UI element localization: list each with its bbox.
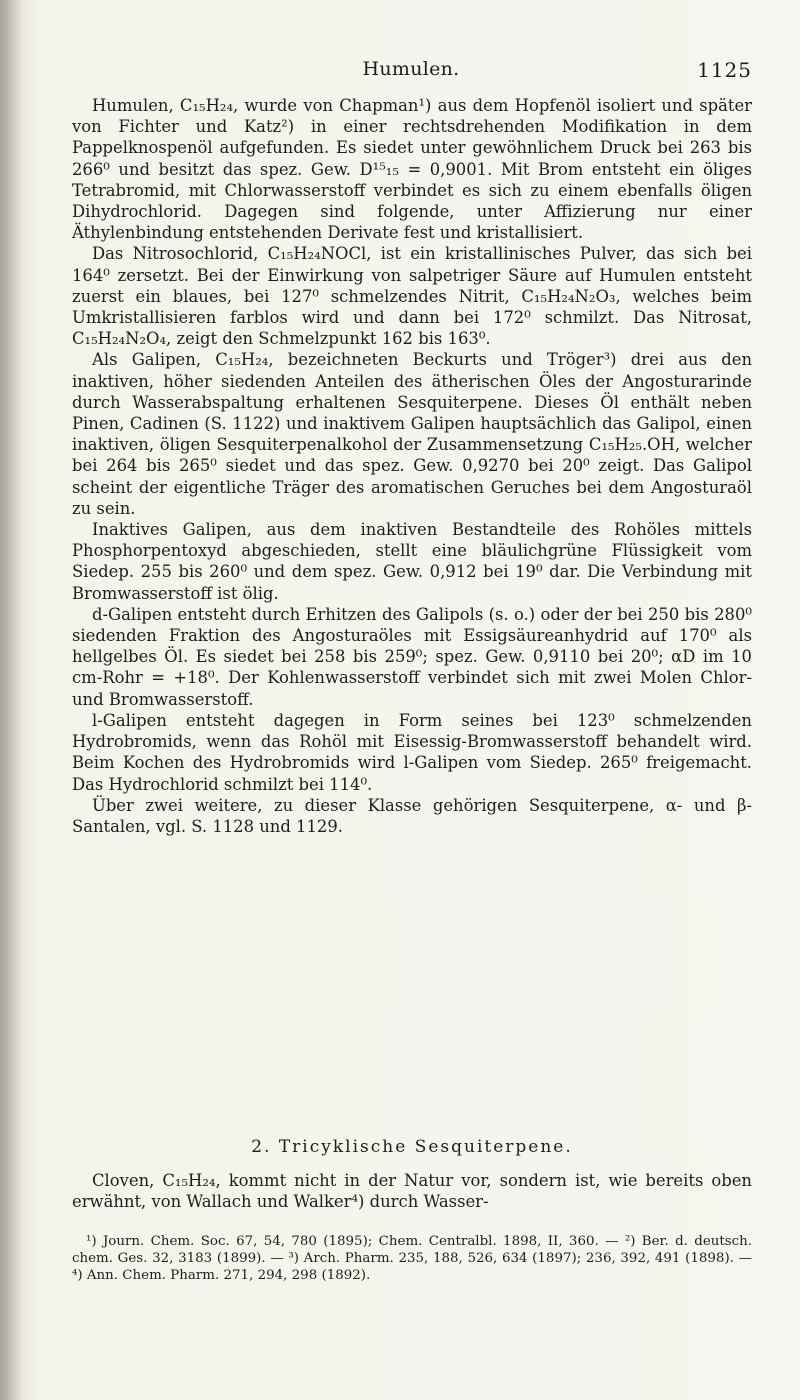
running-title: Humulen. <box>362 58 460 80</box>
paragraph-nitrosochlorid: Das Nitrosochlorid, C₁₅H₂₄NOCl, ist ein kristallinisches Pulver, das sich bei 164⁰ zersetzt. Bei der Einwirkung von salpetriger Säure auf Humulen entsteht zuerst ein blaues, bei 127⁰ schmelzendes Nitrit, C₁₅H₂₄N₂O₃, welches beim Umkristallisieren farblos wird und dann bei 172⁰ schmilzt. Das Nitrosat, C₁₅H₂₄N₂O₄, zeigt den Schmelzpunkt 162 bis 163⁰. <box>72 244 752 349</box>
paragraph-l-galipen: l-Galipen entsteht dagegen in Form seines bei 123⁰ schmelzenden Hydrobromids, wenn das Rohöl mit Eisessig-Bromwasserstoff behandelt wird. Beim Kochen des Hydrobromids wird l-Galipen vom Siedep. 265⁰ freigemacht. Das Hydrochlorid schmilzt bei 114⁰. <box>72 710 752 794</box>
section-text <box>72 1170 752 1212</box>
binding-shadow <box>0 0 22 1400</box>
paragraph-inaktives-galipen: Inaktives Galipen, aus dem inaktiven Bestandteile des Rohöles mittels Phosphorpentoxyd abgeschieden, stellt eine bläulichgrüne Flüssigkeit vom Siedep. 255 bis 260⁰ und dem spez. Gew. 0,912 bei 19⁰ dar. Die Verbindung mit Bromwasserstoff ist ölig. <box>72 520 752 603</box>
footnotes <box>72 1233 752 1284</box>
section-heading: 2. Tricyklische Sesquiterpene. <box>251 1137 573 1157</box>
paragraph-cloven: Cloven, C₁₅H₂₄, kommt nicht in der Natur vor, sondern ist, wie bereits oben erwähnt, von Wallach und Walker⁴) durch Wasser- <box>72 1171 752 1212</box>
paragraph-d-galipen: d-Galipen entsteht durch Erhitzen des Galipols (s. o.) oder der bei 250 bis 280⁰ siedenden Fraktion des Angosturaöles mit Essigsäureanhydrid auf 170⁰ als hellgelbes Öl. Es siedet bei 258 bis 259⁰; spez. Gew. 0,9110 bei 20⁰; αD im 10 cm-Rohr = +18⁰. Der Kohlenwasserstoff verbindet sich mit zwei Molen Chlor- und Bromwasserstoff. <box>72 604 752 709</box>
paragraph-galipen: Als Galipen, C₁₅H₂₄, bezeichneten Beckurts und Tröger³) drei aus den inaktiven, höher siedenden Anteilen des ätherischen Öles der Angosturarinde durch Wasserabspaltung erhaltenen Sesquiterpene. Dieses Öl enthält neben Pinen, Cadinen (S. 1122) und inaktivem Galipen hauptsächlich das Galipol, einen inaktiven, öligen Sesquiterpenalkohol der Zusammensetzung C₁₅H₂₅.OH, welcher bei 264 bis 265⁰ siedet und das spez. Gew. 0,9270 bei 20⁰ zeigt. Das Galipol scheint der eigentliche Träger des aromatischen Geruches bei dem Angosturaöl zu sein. <box>72 350 752 518</box>
footnote-block: ¹) Journ. Chem. Soc. 67, 54, 780 (1895); Chem. Centralbl. 1898, II, 360. — ²) Ber. d. deutsch. chem. Ges. 32, 3183 (1899). — ³) Arch. Pharm. 235, 188, 526, 634 (1897); 236, 392, 491 (1898). — ⁴) Ann. Chem. Pharm. 271, 294, 298 (1892). <box>72 1234 752 1283</box>
body-text <box>72 95 752 837</box>
page-number: 1125 <box>697 58 752 82</box>
running-head <box>70 58 752 86</box>
paragraph-santalen: Über zwei weitere, zu dieser Klasse gehörigen Sesquiterpene, α- und β-Santalen, vgl. S. 1128 und 1129. <box>72 795 752 836</box>
paragraph-humulen: Humulen, C₁₅H₂₄, wurde von Chapman¹) aus dem Hopfenöl isoliert und später von Fichter und Katz²) in einer rechtsdrehenden Modifikation in dem Pappelknospenöl aufgefunden. Es siedet unter gewöhnlichem Druck bei 263 bis 266⁰ und besitzt das spez. Gew. D¹⁵₁₅ = 0,9001. Mit Brom entsteht ein öliges Tetrabromid, mit Chlorwasserstoff verbindet es sich zu einem ebenfalls öligen Dihydrochlorid. Dagegen sind folgende, unter Affizierung nur einer Äthylenbindung entstehenden Derivate fest und kristallisiert. <box>72 96 752 243</box>
